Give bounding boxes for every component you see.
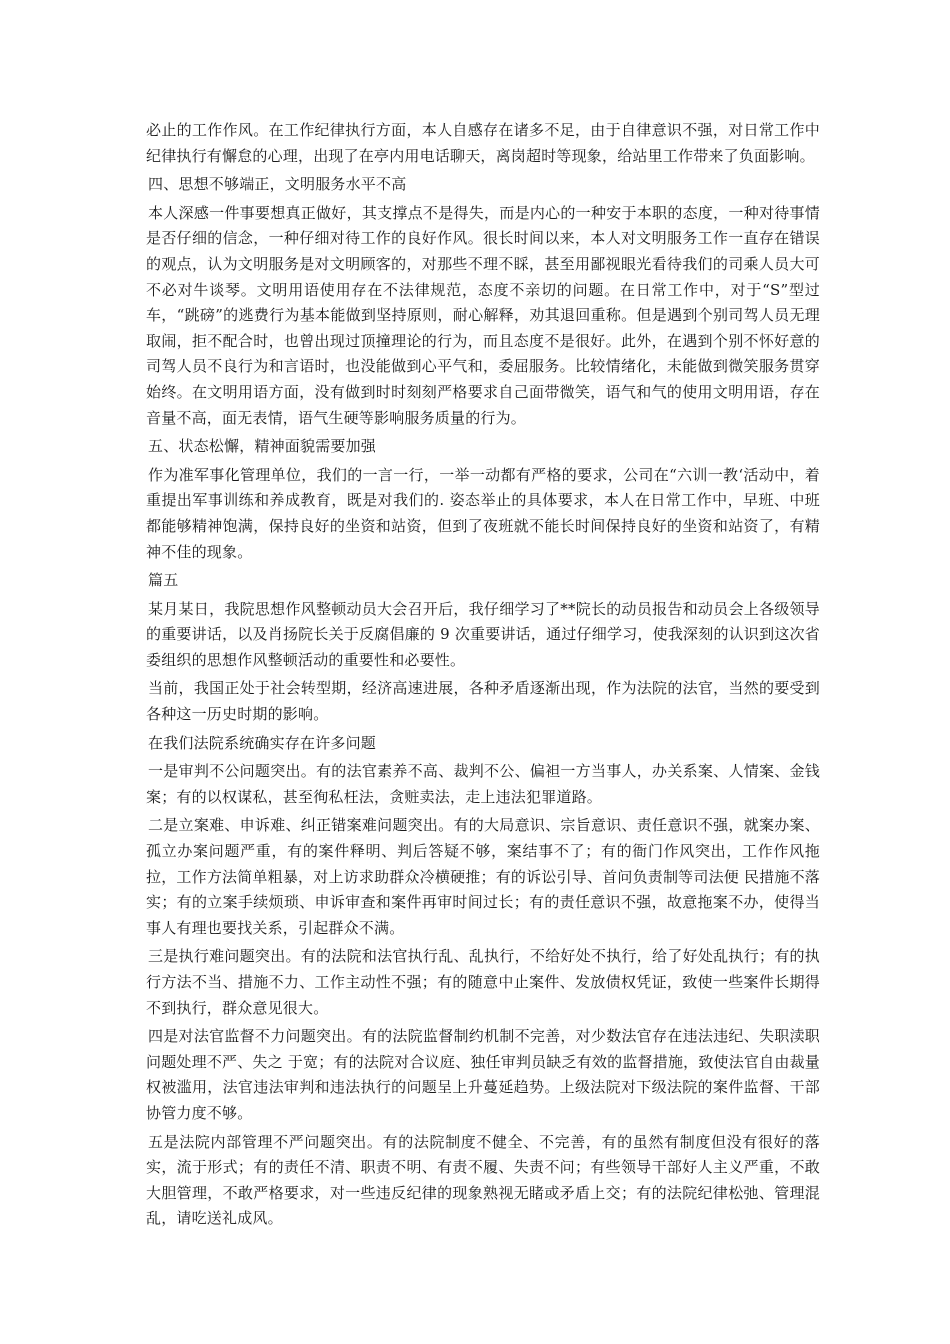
heading-court-problems: 在我们法院系统确实存在许多问题	[148, 733, 377, 752]
paragraph-problem-four: 四是对法官监督不力问题突出。有的法院监督制约机制不完善，对少数法官存在违法违纪、失职渎职问题处理不严、失之 于宽；有的法院对合议庭、独任审判员缺乏有效的监督措施，致使法官自由裁量权被滥用，法官违法审判和违法执行的问题呈上升蔓延趋势。上级法院对下级法院的案件监督、干部协管力度不够。	[146, 1027, 820, 1122]
paragraph-social-transition: 当前，我国正处于社会转型期，经济高速进展，各种矛盾逐渐出现，作为法院的法官，当然的要受到各种这一历史时期的影响。	[146, 679, 820, 724]
heading-section-five: 五、状态松懈，精神面貌需要加强	[148, 437, 377, 456]
paragraph-discipline-continued: 必止的工作作风。在工作纪律执行方面，本人自感存在诸多不足，由于自律意识不强，对日常工作中纪律执行有懈怠的心理，出现了在亭内用电话聊天，离岗超时等现象，给站里工作带来了负面影响。	[146, 121, 820, 165]
paragraph-problem-five: 五是法院内部管理不严问题突出。有的法院制度不健全、不完善，有的虽然有制度但没有很好的落实，流于形式；有的责任不清、职责不明、有责不履、失责不问；有些领导干部好人主义严重，不敢大胆管理，不敢严格要求，对一些违反纪律的现象熟视无睹或矛盾上交；有的法院纪律松弛、管理混乱，请吃送礼成风。	[146, 1132, 820, 1228]
heading-section-four: 四、思想不够端正，文明服务水平不高	[148, 175, 407, 194]
paragraph-mobilization-meeting: 某月某日，我院思想作风整顿动员大会召开后，我仔细学习了**院长的动员报告和动员会上各级领导的重要讲话，以及肖扬院长关于反腐倡廉的 9 次重要讲话，通过仔细学习，使我深刻的认识到这次省委组织的思想作风整顿活动的重要性和必要性。	[146, 599, 820, 669]
paragraph-problem-two: 二是立案难、申诉难、纠正错案难问题突出。有的大局意识、宗旨意识、责任意识不强，就案办案、孤立办案问题严重，有的案件释明、判后答疑不够，案结事不了；有的衙门作风突出，工作作风拖拉，工作方法简单粗暴，对上访求助群众冷横硬推；有的诉讼引导、首问负责制等司法便 民措施不落实；有的立案手续烦琐、申诉审查和案件再审时间过长；有的责任意识不强，故意拖案不办，使得当事人有理也要找关系，引起群众不满。	[146, 816, 820, 937]
paragraph-problem-one: 一是审判不公问题突出。有的法官素养不高、裁判不公、偏袒一方当事人，办关系案、人情案、金钱案；有的以权谋私，甚至徇私枉法，贪赃卖法，走上违法犯罪道路。	[146, 762, 820, 806]
heading-part-five: 篇五	[148, 571, 179, 590]
paragraph-problem-three: 三是执行难问题突出。有的法院和法官执行乱、乱执行，不给好处不执行，给了好处乱执行；有的执行方法不当、措施不力、工作主动性不强；有的随意中止案件、发放债权凭证，致使一些案件长期得不到执行，群众意见很大。	[146, 947, 820, 1017]
paragraph-civil-service: 本人深感一件事要想真正做好，其支撑点不是得失，而是内心的一种安于本职的态度，一种对待事情是否仔细的信念，一种仔细对待工作的良好作风。很长时间以来，本人对文明服务工作一直存在错误的观点，认为文明服务是对文明顾客的，对那些不理不睬，甚至用鄙视眼光看待我们的司乘人员大可不必对牛谈琴。文明用语使用存在不法律规范，态度不亲切的问题。在日常工作中，对于“S”型过车，“跳磅”的逃费行为基本能做到坚持原则，耐心解释，劝其退回重称。但是遇到个别司驾人员无理取闹，拒不配合时，也曾出现过顶撞理论的行为，而且态度不是很好。此外，在遇到个别不怀好意的司驾人员不良行为和言语时，也没能做到心平气和，委屈服务。比较情绪化，未能做到微笑服务贯穿始终。在文明用语方面，没有做到时时刻刻严格要求自己面带微笑，语气和气的使用文明用语，存在音量不高，面无表情，语气生硬等影响服务质量的行为。	[146, 203, 820, 427]
paragraph-military-management: 作为准军事化管理单位，我们的一言一行，一举一动都有严格的要求，公司在“六训一教‘活动中，着重提出军事训练和养成教育，既是对我们的. 姿态举止的具体要求，本人在日常工作中，早班、中班都能够精神饱满，保持良好的坐资和站资，但到了夜班就不能长时间保持良好的坐资和站资了，有精神不佳的现象。	[146, 465, 820, 561]
